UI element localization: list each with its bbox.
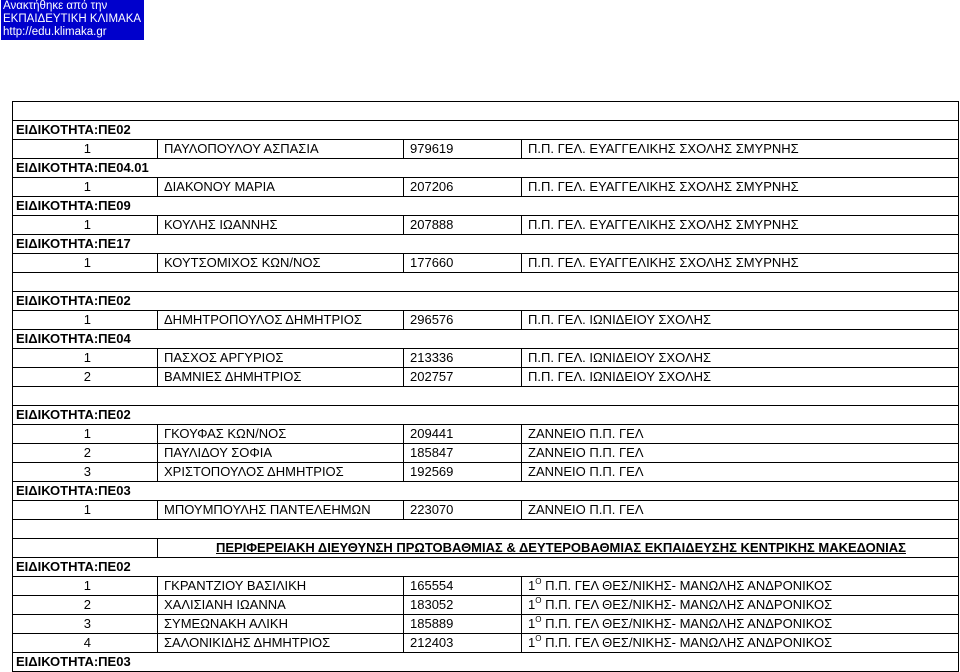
appointments-table: [12, 101, 959, 672]
school-text: ΖΑΝΝΕΙΟ Π.Π. ΓΕΛ: [528, 464, 644, 479]
school-text: Π.Π. ΓΕΛ ΘΕΣ/ΝΙΚΗΣ- ΜΑΝΩΛΗΣ ΑΝΔΡΟΝΙΚΟΣ: [541, 597, 833, 612]
row-number: 1: [13, 577, 158, 596]
school-name: [522, 444, 959, 463]
school-text: Π.Π. ΓΕΛ ΘΕΣ/ΝΙΚΗΣ- ΜΑΝΩΛΗΣ ΑΝΔΡΟΝΙΚΟΣ: [541, 635, 833, 650]
specialty-heading-row: [13, 406, 959, 425]
table-row: [13, 463, 959, 482]
specialty-heading-row: [13, 197, 959, 216]
specialty-heading: ΕΙΔΙΚΟΤΗΤΑ:ΠΕ09: [13, 197, 959, 216]
school-name: [522, 425, 959, 444]
row-number: 1: [13, 140, 158, 159]
registry-code: 207206: [404, 178, 522, 197]
school-name: [522, 501, 959, 520]
teacher-name: ΠΑΣΧΟΣ ΑΡΓΥΡΙΟΣ: [158, 349, 404, 368]
registry-code: 202757: [404, 368, 522, 387]
registry-code: 192569: [404, 463, 522, 482]
teacher-name: ΔΙΑΚΟΝΟΥ ΜΑΡΙΑ: [158, 178, 404, 197]
school-text: Π.Π. ΓΕΛ ΘΕΣ/ΝΙΚΗΣ- ΜΑΝΩΛΗΣ ΑΝΔΡΟΝΙΚΟΣ: [541, 578, 833, 593]
region-heading-row: [13, 539, 959, 558]
registry-code: 165554: [404, 577, 522, 596]
table-row: [13, 444, 959, 463]
region-heading: ΠΕΡΙΦΕΡΕΙΑΚΗ ΔΙΕΥΘΥΝΣΗ ΠΡΩΤΟΒΑΘΜΙΑΣ & ΔΕΥΤΕΡΟΒΑΘΜΙΑΣ ΕΚΠΑΙΔΕΥΣΗΣ ΚΕΝΤΡΙΚΗΣ ΜΑΚΕΔΟΝΙΑΣ: [158, 539, 959, 558]
school-name: [522, 254, 959, 273]
blank-row: [13, 387, 959, 406]
appointments-table-body: [13, 102, 959, 672]
row-number: 1: [13, 178, 158, 197]
table-row: [13, 349, 959, 368]
school-name: [522, 349, 959, 368]
teacher-name: ΓΚΟΥΦΑΣ ΚΩΝ/ΝΟΣ: [158, 425, 404, 444]
school-name: [522, 216, 959, 235]
school-ordinal: 1: [528, 616, 536, 631]
school-ordinal: 1: [528, 597, 536, 612]
school-text: Π.Π. ΓΕΛ. ΙΩΝΙΔΕΙΟΥ ΣΧΟΛΗΣ: [528, 369, 712, 384]
school-name: [522, 596, 959, 615]
table-row: [13, 368, 959, 387]
teacher-name: ΧΡΙΣΤΟΠΟΥΛΟΣ ΔΗΜΗΤΡΙΟΣ: [158, 463, 404, 482]
table-row: [13, 501, 959, 520]
school-text: Π.Π. ΓΕΛ. ΙΩΝΙΔΕΙΟΥ ΣΧΟΛΗΣ: [528, 312, 712, 327]
specialty-heading: ΕΙΔΙΚΟΤΗΤΑ:ΠΕ02: [13, 121, 959, 140]
specialty-heading: ΕΙΔΙΚΟΤΗΤΑ:ΠΕ04.01: [13, 159, 959, 178]
row-number: 1: [13, 501, 158, 520]
row-number: 3: [13, 463, 158, 482]
school-ordinal-suffix: Ο: [535, 596, 542, 605]
blank-cell: [13, 102, 959, 121]
region-blank-cell: [13, 539, 158, 558]
specialty-heading: ΕΙΔΙΚΟΤΗΤΑ:ΠΕ03: [13, 482, 959, 501]
teacher-name: ΣΥΜΕΩΝΑΚΗ ΑΛΙΚΗ: [158, 615, 404, 634]
registry-code: 185889: [404, 615, 522, 634]
blank-cell: [13, 387, 959, 406]
school-text: ΖΑΝΝΕΙΟ Π.Π. ΓΕΛ: [528, 426, 644, 441]
table-row: [13, 425, 959, 444]
school-name: [522, 178, 959, 197]
row-number: 4: [13, 634, 158, 653]
table-row: [13, 615, 959, 634]
school-ordinal-suffix: Ο: [535, 634, 542, 643]
school-text: Π.Π. ΓΕΛ. ΕΥΑΓΓΕΛΙΚΗΣ ΣΧΟΛΗΣ ΣΜΥΡΝΗΣ: [528, 217, 799, 232]
teacher-name: ΠΑΥΛΙΔΟΥ ΣΟΦΙΑ: [158, 444, 404, 463]
row-number: 3: [13, 615, 158, 634]
school-text: Π.Π. ΓΕΛ. ΕΥΑΓΓΕΛΙΚΗΣ ΣΧΟΛΗΣ ΣΜΥΡΝΗΣ: [528, 255, 799, 270]
specialty-heading-row: [13, 159, 959, 178]
registry-code: 213336: [404, 349, 522, 368]
specialty-heading: ΕΙΔΙΚΟΤΗΤΑ:ΠΕ02: [13, 406, 959, 425]
row-number: 1: [13, 425, 158, 444]
specialty-heading-row: [13, 653, 959, 672]
school-ordinal-suffix: Ο: [535, 615, 542, 624]
teacher-name: ΔΗΜΗΤΡΟΠΟΥΛΟΣ ΔΗΜΗΤΡΙΟΣ: [158, 311, 404, 330]
school-name: [522, 140, 959, 159]
banner-line-1: Ανακτήθηκε από την: [3, 0, 108, 12]
row-number: 1: [13, 254, 158, 273]
teacher-name: ΧΑΛΙΣΙΑΝΗ ΙΩΑΝΝΑ: [158, 596, 404, 615]
registry-code: 185847: [404, 444, 522, 463]
teacher-name: ΠΑΥΛΟΠΟΥΛΟΥ ΑΣΠΑΣΙΑ: [158, 140, 404, 159]
blank-cell: [13, 273, 959, 292]
teacher-name: ΓΚΡΑΝΤΖΙΟΥ ΒΑΣΙΛΙΚΗ: [158, 577, 404, 596]
school-ordinal: 1: [528, 578, 536, 593]
table-row: [13, 311, 959, 330]
row-number: 1: [13, 216, 158, 235]
source-watermark: [1, 0, 144, 40]
table-row: [13, 254, 959, 273]
school-name: [522, 463, 959, 482]
banner-line-3[interactable]: http://edu.klimaka.gr: [3, 26, 107, 38]
specialty-heading: ΕΙΔΙΚΟΤΗΤΑ:ΠΕ02: [13, 292, 959, 311]
registry-code: 209441: [404, 425, 522, 444]
specialty-heading-row: [13, 330, 959, 349]
school-text: Π.Π. ΓΕΛ. ΙΩΝΙΔΕΙΟΥ ΣΧΟΛΗΣ: [528, 350, 712, 365]
row-number: 2: [13, 368, 158, 387]
teacher-name: ΚΟΥΤΣΟΜΙΧΟΣ ΚΩΝ/ΝΟΣ: [158, 254, 404, 273]
table-row: [13, 577, 959, 596]
blank-row: [13, 273, 959, 292]
school-name: [522, 311, 959, 330]
school-text: Π.Π. ΓΕΛ. ΕΥΑΓΓΕΛΙΚΗΣ ΣΧΟΛΗΣ ΣΜΥΡΝΗΣ: [528, 141, 799, 156]
school-ordinal: 1: [528, 635, 536, 650]
school-ordinal-suffix: Ο: [535, 577, 542, 586]
teacher-name: ΜΠΟΥΜΠΟΥΛΗΣ ΠΑΝΤΕΛΕΗΜΩΝ: [158, 501, 404, 520]
school-text: ΖΑΝΝΕΙΟ Π.Π. ΓΕΛ: [528, 502, 644, 517]
row-number: 2: [13, 596, 158, 615]
table-row: [13, 596, 959, 615]
specialty-heading: ΕΙΔΙΚΟΤΗΤΑ:ΠΕ03: [13, 653, 959, 672]
school-text: Π.Π. ΓΕΛ ΘΕΣ/ΝΙΚΗΣ- ΜΑΝΩΛΗΣ ΑΝΔΡΟΝΙΚΟΣ: [541, 616, 833, 631]
table-row: [13, 178, 959, 197]
table-row: [13, 634, 959, 653]
specialty-heading: ΕΙΔΙΚΟΤΗΤΑ:ΠΕ17: [13, 235, 959, 254]
row-number: 1: [13, 349, 158, 368]
table-row: [13, 216, 959, 235]
school-text: ΖΑΝΝΕΙΟ Π.Π. ΓΕΛ: [528, 445, 644, 460]
row-number: 1: [13, 311, 158, 330]
specialty-heading-row: [13, 558, 959, 577]
specialty-heading-row: [13, 235, 959, 254]
specialty-heading-row: [13, 292, 959, 311]
teacher-name: ΒΑΜΝΙΕΣ ΔΗΜΗΤΡΙΟΣ: [158, 368, 404, 387]
registry-code: 177660: [404, 254, 522, 273]
school-name: [522, 577, 959, 596]
registry-code: 979619: [404, 140, 522, 159]
specialty-heading: ΕΙΔΙΚΟΤΗΤΑ:ΠΕ02: [13, 558, 959, 577]
school-name: [522, 615, 959, 634]
registry-code: 296576: [404, 311, 522, 330]
banner-line-2: ΕΚΠΑΙΔΕΥΤΙΚΗ ΚΛΙΜΑΚΑ: [3, 13, 142, 25]
specialty-heading-row: [13, 121, 959, 140]
school-text: Π.Π. ΓΕΛ. ΕΥΑΓΓΕΛΙΚΗΣ ΣΧΟΛΗΣ ΣΜΥΡΝΗΣ: [528, 179, 799, 194]
teacher-name: ΣΑΛΟΝΙΚΙΔΗΣ ΔΗΜΗΤΡΙΟΣ: [158, 634, 404, 653]
blank-row: [13, 102, 959, 121]
school-name: [522, 634, 959, 653]
registry-code: 207888: [404, 216, 522, 235]
registry-code: 223070: [404, 501, 522, 520]
row-number: 2: [13, 444, 158, 463]
specialty-heading: ΕΙΔΙΚΟΤΗΤΑ:ΠΕ04: [13, 330, 959, 349]
registry-code: 212403: [404, 634, 522, 653]
blank-cell: [13, 520, 959, 539]
school-name: [522, 368, 959, 387]
specialty-heading-row: [13, 482, 959, 501]
blank-row: [13, 520, 959, 539]
registry-code: 183052: [404, 596, 522, 615]
teacher-name: ΚΟΥΛΗΣ ΙΩΑΝΝΗΣ: [158, 216, 404, 235]
table-row: [13, 140, 959, 159]
